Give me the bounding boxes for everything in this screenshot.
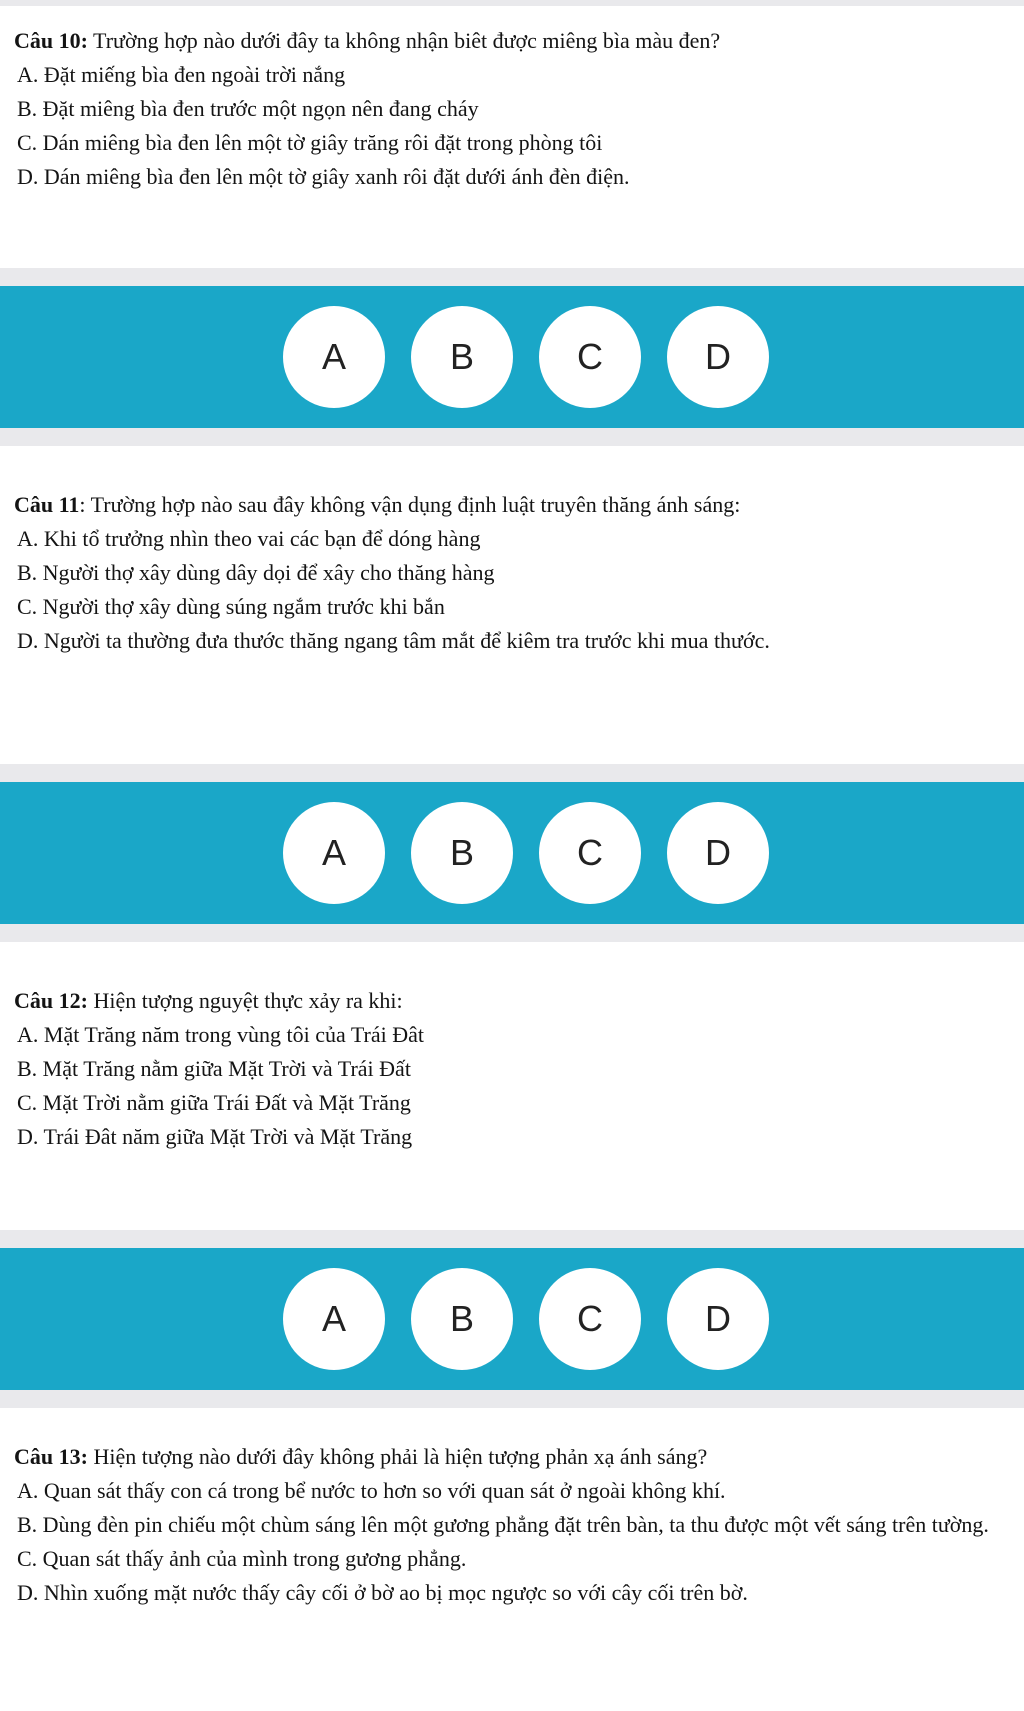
answer-choices [283,802,769,904]
option-b: B. Người thợ xây dùng dây dọi để xây cho thăng hàng [17,560,495,585]
separator [0,924,1024,942]
question-title [14,1440,1014,1474]
question-title [14,488,1014,522]
answer-button-c[interactable]: C [539,306,641,408]
separator [0,764,1024,782]
answer-bar [0,782,1024,924]
answer-button-a[interactable]: A [283,1268,385,1370]
option-a: A. Quan sát thấy con cá trong bể nước to hơn so với quan sát ở ngoài không khí. [17,1478,726,1503]
option-d: D. Người ta thường đưa thước thăng ngang tâm mắt để kiêm tra trước khi mua thước. [17,628,770,653]
answer-button-b[interactable]: B [411,1268,513,1370]
option-c: C. Quan sát thấy ảnh của mình trong gương phẳng. [17,1546,467,1571]
question-title [14,24,1014,58]
option-b: B. Dùng đèn pin chiếu một chùm sáng lên một gương phẳng đặt trên bàn, ta thu được một vết sáng trên tường. [17,1512,989,1537]
option-a: A. Đặt miếng bìa đen ngoài trời nắng [17,62,346,87]
question-13 [14,1440,1014,1610]
option-d: D. Trái Đât năm giữa Mặt Trời và Mặt Trăng [17,1124,413,1149]
option-a: A. Mặt Trăng năm trong vùng tôi của Trái Đât [17,1022,424,1047]
question-number: Câu 12: [14,988,88,1013]
answer-choices [283,1268,769,1370]
option-c: C. Người thợ xây dùng súng ngắm trước khi bắn [17,594,445,619]
answer-bar [0,1248,1024,1390]
question-12 [14,984,1014,1154]
answer-button-c[interactable]: C [539,1268,641,1370]
question-title [14,984,1014,1018]
answer-choices [283,306,769,408]
answer-button-d[interactable]: D [667,1268,769,1370]
option-b: B. Mặt Trăng nằm giữa Mặt Trời và Trái Đất [17,1056,411,1081]
answer-button-c[interactable]: C [539,802,641,904]
option-d: D. Nhìn xuống mặt nước thấy cây cối ở bờ ao bị mọc ngược so với cây cối trên bờ. [17,1580,748,1605]
question-text: : Trường hợp nào sau đây không vận dụng định luật truyên thăng ánh sáng: [79,492,741,517]
separator [0,428,1024,446]
answer-button-d[interactable]: D [667,306,769,408]
question-text: Hiện tượng nào dưới đây không phải là hiện tượng phản xạ ánh sáng? [87,1444,708,1469]
separator [0,268,1024,286]
answer-button-a[interactable]: A [283,802,385,904]
question-number: Câu 10: [14,28,88,53]
option-c: C. Mặt Trời nằm giữa Trái Đất và Mặt Trăng [17,1090,411,1115]
option-b: B. Đặt miêng bìa đen trước một ngọn nên đang cháy [17,96,479,121]
option-c: C. Dán miêng bìa đen lên một tờ giây trăng rôi đặt trong phòng tôi [17,130,603,155]
question-10 [14,24,1014,194]
option-d: D. Dán miêng bìa đen lên một tờ giây xanh rôi đặt dưới ánh đèn điện. [17,164,630,189]
answer-bar [0,286,1024,428]
question-text: Hiện tượng nguyệt thực xảy ra khi: [87,988,403,1013]
answer-button-b[interactable]: B [411,802,513,904]
option-a: A. Khi tổ trưởng nhìn theo vai các bạn để dóng hàng [17,526,481,551]
question-11 [14,488,1014,658]
question-number: Câu 13: [14,1444,88,1469]
question-text: Trường hợp nào dưới đây ta không nhận biêt được miêng bìa màu đen? [87,28,721,53]
answer-button-d[interactable]: D [667,802,769,904]
top-separator [0,0,1024,6]
separator [0,1230,1024,1248]
answer-button-b[interactable]: B [411,306,513,408]
question-number: Câu 11 [14,492,80,517]
answer-button-a[interactable]: A [283,306,385,408]
separator [0,1390,1024,1408]
